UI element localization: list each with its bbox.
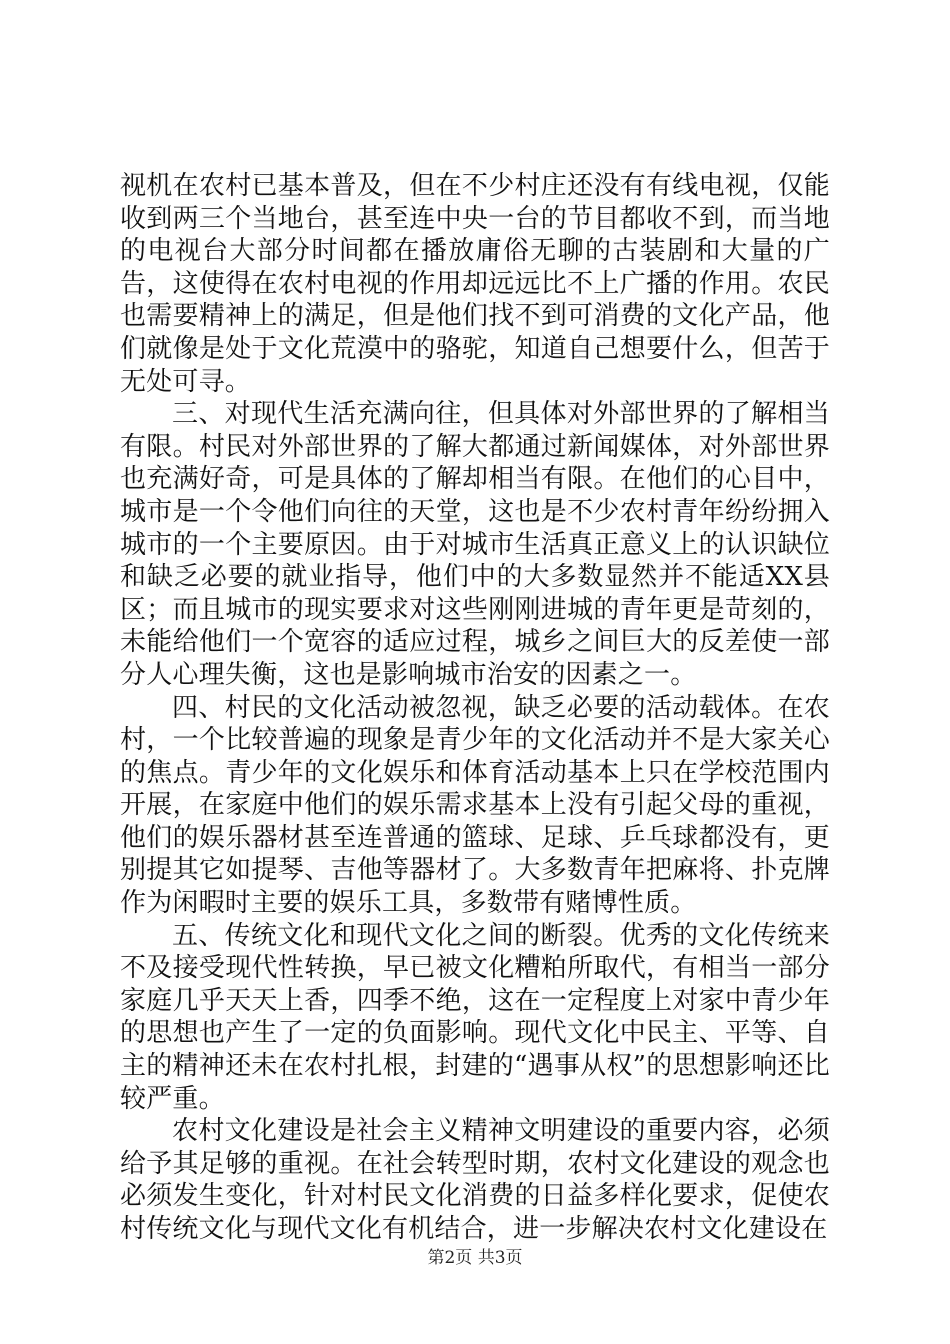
- paragraph-4: 五、传统文化和现代文化之间的断裂。优秀的文化传统来不及接受现代性转换，早已被文化糟粕所取代，有相当一部分家庭几乎天天上香，四季不绝，这在一定程度上对家中青少年的思想也产生了一定的负面影响。现代文化中民主、平等、自主的精神还未在农村扎根，封建的“遇事从权”的思想影响还比较严重。: [120, 920, 830, 1114]
- page-footer: 第2页 共3页: [427, 1248, 523, 1268]
- paragraph-1: 视机在农村已基本普及，但在不少村庄还没有有线电视，仅能收到两三个当地台，甚至连中央一台的节目都收不到，而当地的电视台大部分时间都在播放庸俗无聊的古装剧和大量的广告，这使得在农村电视的作用却远远比不上广播的作用。农民也需要精神上的满足，但是他们找不到可消费的文化产品，他们就像是处于文化荒漠中的骆驼，知道自己想要什么，但苦于无处可寻。: [120, 171, 830, 397]
- paragraph-2: 三、对现代生活充满向往，但具体对外部世界的了解相当有限。村民对外部世界的了解大都通过新闻媒体，对外部世界也充满好奇，可是具体的了解却相当有限。在他们的心目中，城市是一个令他们向往的天堂，这也是不少农村青年纷纷拥入城市的一个主要原因。由于对城市生活真正意义上的认识缺位和缺乏必要的就业指导，他们中的大多数显然并不能适XX县区；而且城市的现实要求对这些刚刚进城的青年更是苛刻的，未能给他们一个宽容的适应过程，城乡之间巨大的反差使一部分人心理失衡，这也是影响城市治安的因素之一。: [120, 399, 830, 690]
- body-text: [120, 170, 830, 1246]
- paragraph-3: 四、村民的文化活动被忽视，缺乏必要的活动载体。在农村，一个比较普遍的现象是青少年的文化活动并不是大家关心的焦点。青少年的文化娱乐和体育活动基本上只在学校范围内开展，在家庭中他们的娱乐需求基本上没有引起父母的重视，他们的娱乐器材甚至连普通的篮球、足球、乒乓球都没有，更别提其它如提琴、吉他等器材了。大多数青年把麻将、扑克牌作为闲暇时主要的娱乐工具，多数带有赌博性质。: [120, 692, 830, 919]
- paragraph-5: 农村文化建设是社会主义精神文明建设的重要内容，必须给予其足够的重视。在社会转型时期，农村文化建设的观念也必须发生变化，针对村民文化消费的日益多样化要求，促使农村传统文化与现代文化有机结合，进一步解决农村文化建设在: [120, 1116, 830, 1244]
